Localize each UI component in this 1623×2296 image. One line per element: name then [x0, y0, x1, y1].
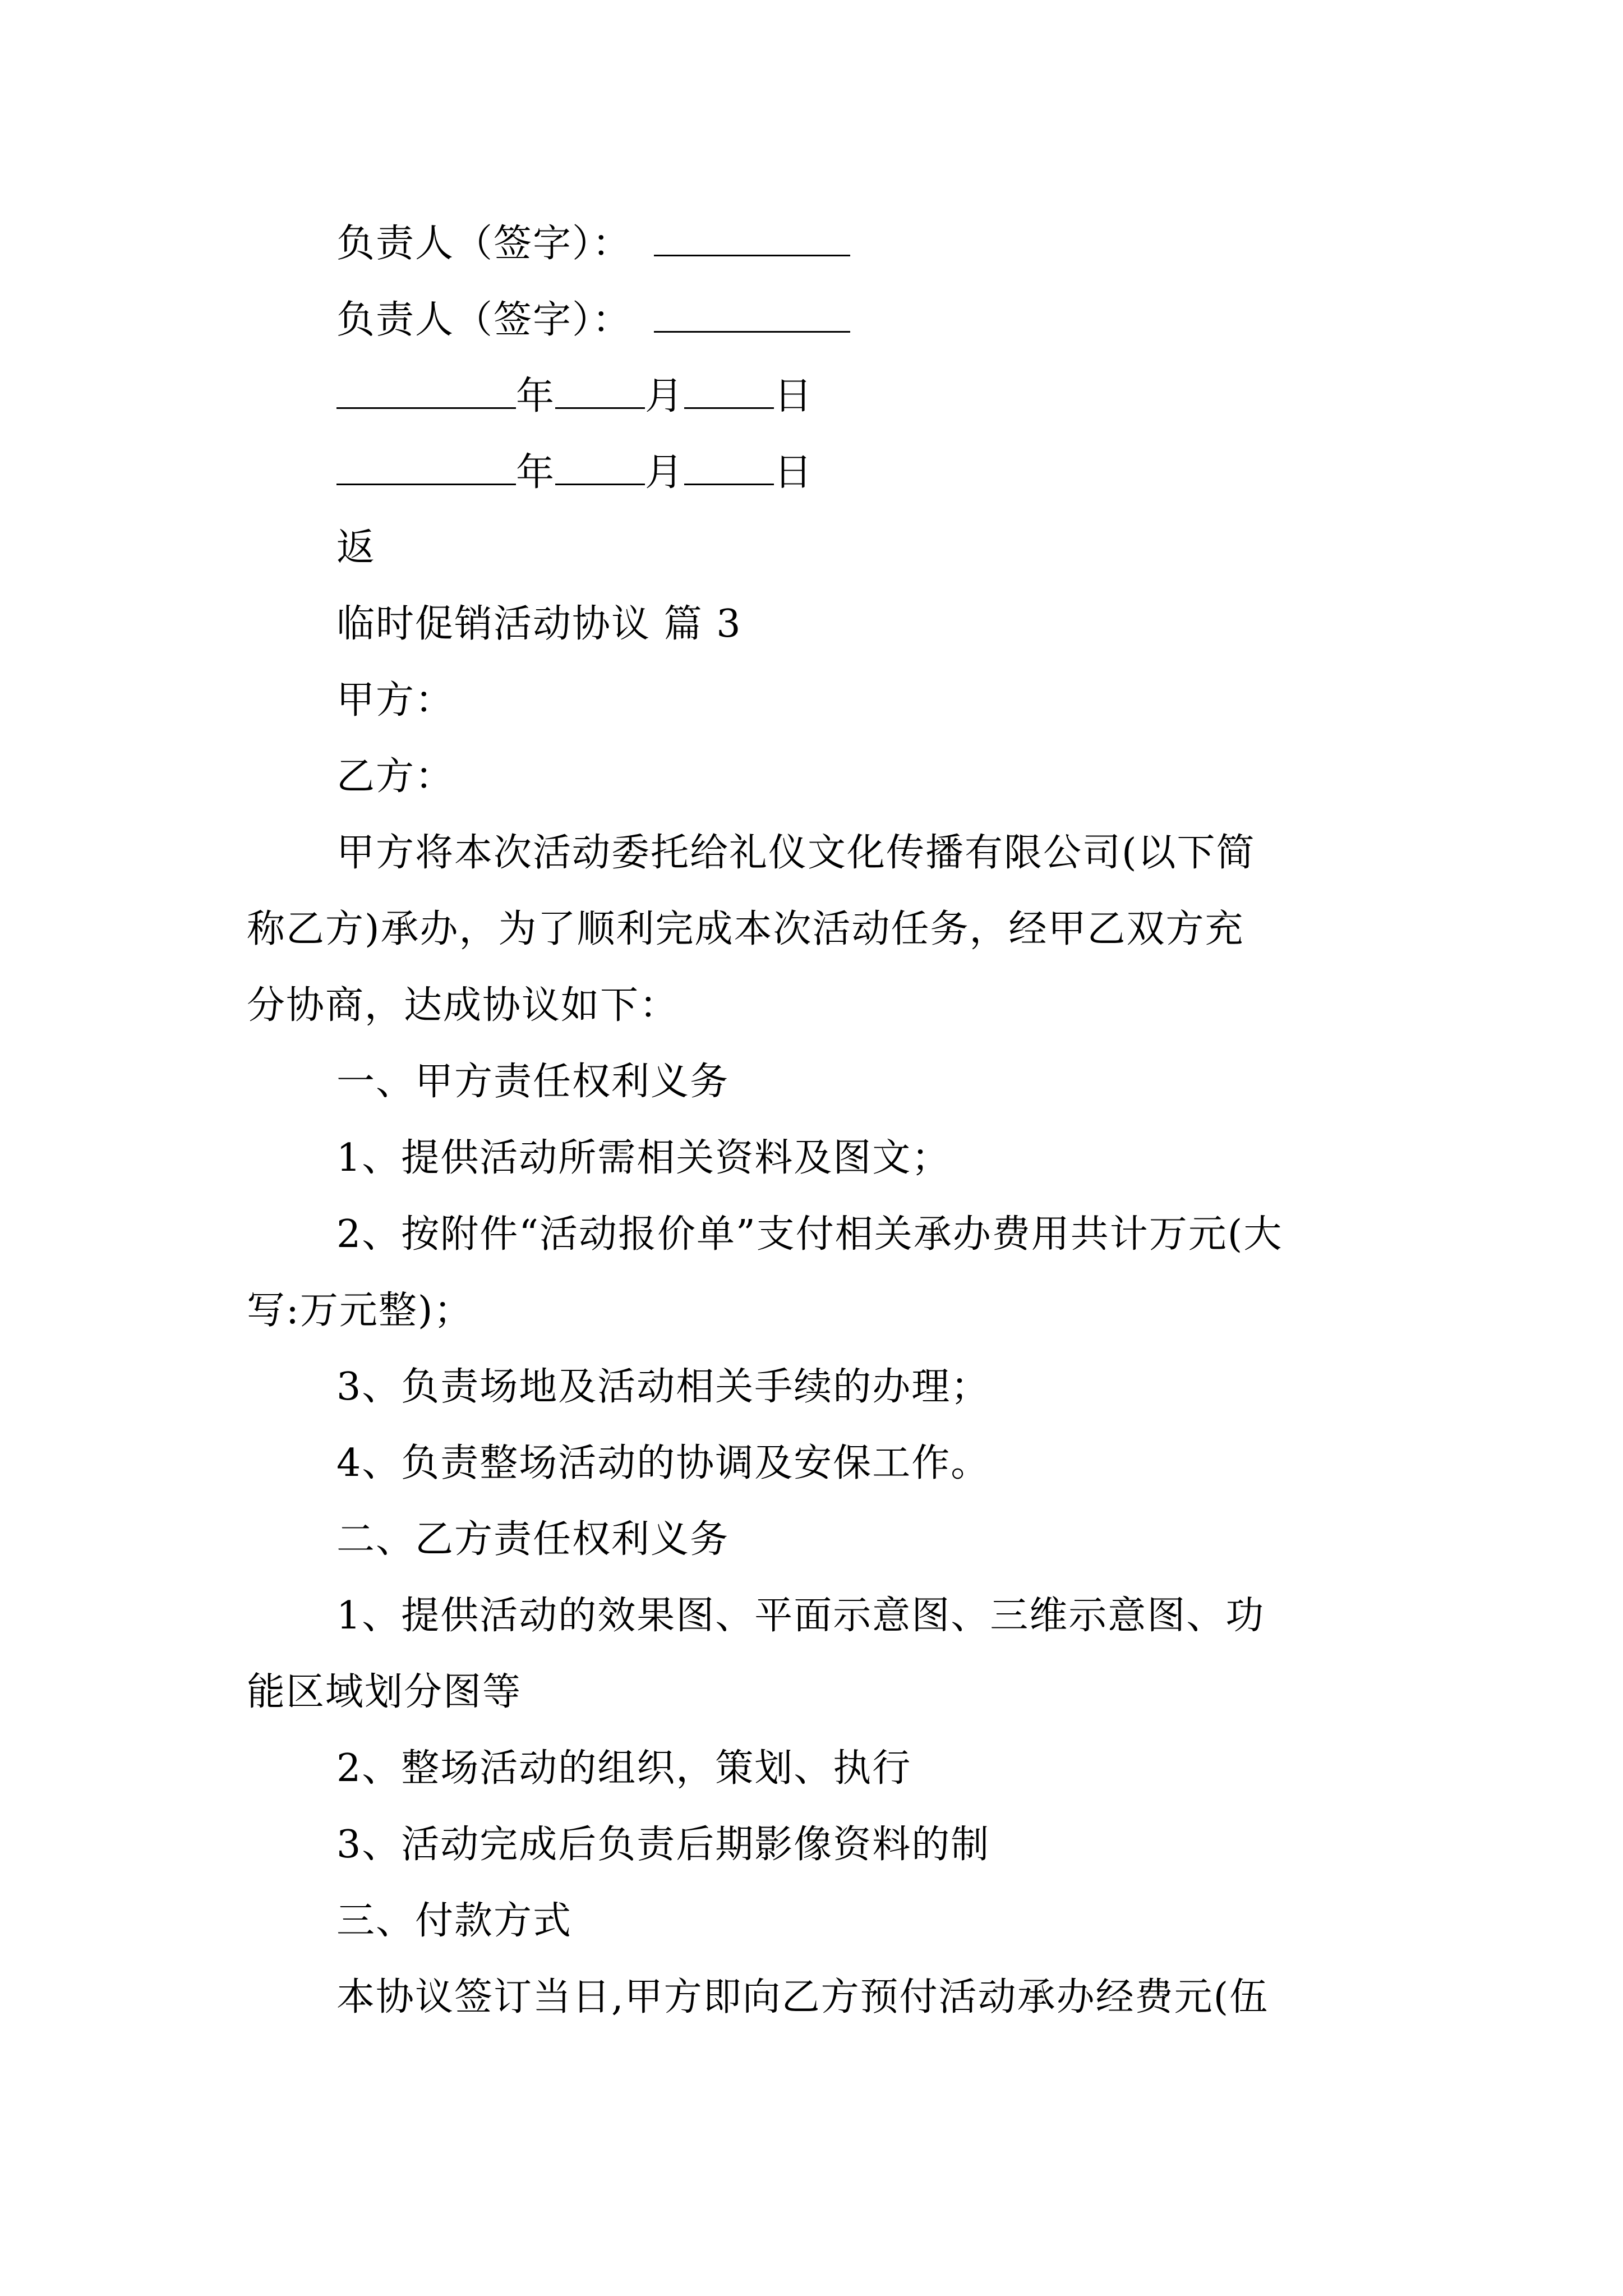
party-a-line: 甲方： [336, 678, 455, 723]
clause-item-continued: 能区域划分图等 [247, 1670, 522, 1714]
clause-item: 1、提供活动所需相关资料及图文； [336, 1136, 951, 1180]
clause-item: 4、负责整场活动的协调及安保工作。 [336, 1441, 990, 1485]
intro-paragraph-line: 分协商，达成协议如下： [247, 983, 679, 1028]
year-label: 年 [516, 450, 556, 495]
clause-title: 一、甲方责任权利义务 [336, 1060, 730, 1104]
date-line-1 [336, 372, 813, 420]
party-b-line: 乙方： [336, 754, 455, 799]
clause-item: 3、负责场地及活动相关手续的办理； [336, 1365, 990, 1409]
signature-blank[interactable] [654, 296, 850, 333]
day-blank[interactable] [684, 372, 774, 409]
signature-line-2 [336, 296, 850, 343]
clause-item: 3、活动完成后负责后期影像资料的制 [336, 1823, 990, 1867]
signature-blank[interactable] [654, 220, 850, 256]
year-blank[interactable] [336, 372, 516, 409]
day-label: 日 [774, 450, 814, 495]
clause-item-continued: 写:万元整)； [247, 1289, 473, 1333]
section-heading: 临时促销活动协议 篇 3 [336, 602, 742, 646]
clause-title: 三、付款方式 [336, 1899, 573, 1943]
month-label: 月 [645, 450, 685, 495]
signature-line-1 [336, 220, 850, 267]
clause-item: 2、整场活动的组织，策划、执行 [336, 1746, 912, 1791]
day-blank[interactable] [684, 449, 774, 485]
clause-item: 1、提供活动的效果图、平面示意图、三维示意图、功 [336, 1594, 1265, 1638]
year-label: 年 [516, 374, 556, 418]
month-blank[interactable] [555, 449, 645, 485]
intro-paragraph-line: 称乙方)承办，为了顺利完成本次活动任务，经甲乙双方充 [247, 907, 1244, 951]
month-label: 月 [645, 374, 685, 418]
year-blank[interactable] [336, 449, 516, 485]
day-label: 日 [774, 374, 814, 418]
date-line-2 [336, 449, 813, 496]
clause-title: 二、乙方责任权利义务 [336, 1517, 730, 1562]
payment-paragraph-line: 本协议签订当日,甲方即向乙方预付活动承办经费元(伍 [336, 1975, 1269, 2019]
signature-label: 负责人（签字）： [336, 222, 632, 266]
clause-item: 2、按附件“活动报价单”支付相关承办费用共计万元(大 [336, 1212, 1283, 1257]
intro-paragraph-line: 甲方将本次活动委托给礼仪文化传播有限公司(以下简 [336, 831, 1256, 875]
month-blank[interactable] [555, 372, 645, 409]
signature-label: 负责人（签字）： [336, 298, 632, 342]
return-text: 返 [336, 526, 376, 570]
